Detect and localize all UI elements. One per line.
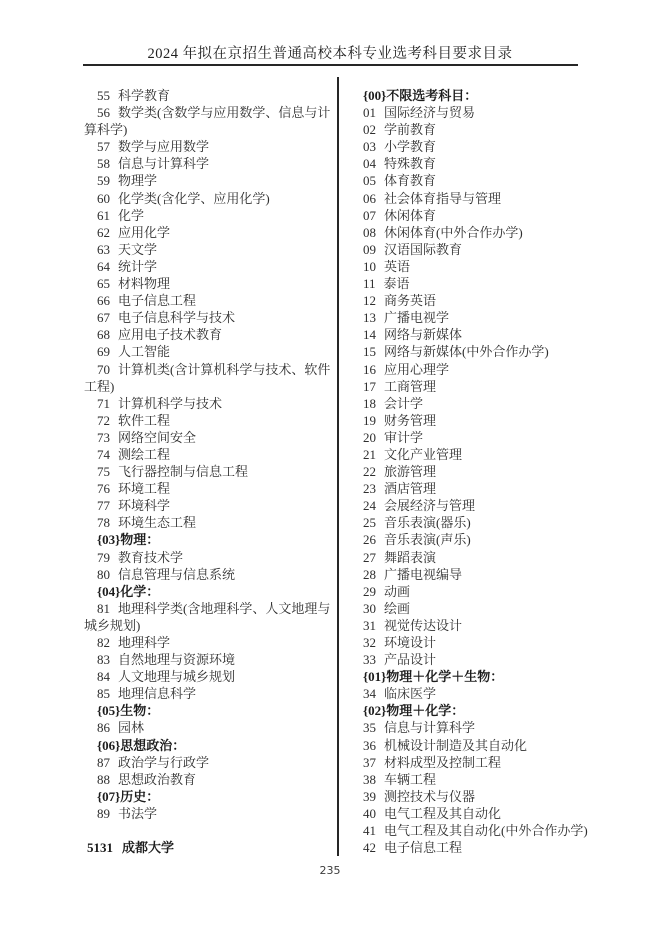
item-number: 5131 bbox=[87, 840, 113, 856]
item-text: 休闲体育(中外合作办学) bbox=[384, 224, 523, 240]
item-number: 79 bbox=[97, 549, 110, 565]
major-item bbox=[350, 104, 622, 121]
major-item bbox=[350, 531, 622, 548]
item-number: 67 bbox=[97, 310, 110, 326]
item-text: 数学类(含数学与应用数学、信息与计算科学) bbox=[84, 105, 331, 138]
item-number: 85 bbox=[97, 686, 110, 702]
column-divider bbox=[337, 77, 339, 856]
major-item bbox=[350, 754, 622, 771]
item-number: 76 bbox=[97, 481, 110, 497]
item-text: {06}思想政治： bbox=[97, 737, 186, 753]
item-text: 人文地理与城乡规划 bbox=[118, 669, 236, 685]
item-number: 60 bbox=[97, 190, 110, 206]
item-text: 会计学 bbox=[384, 395, 424, 411]
item-text: 飞行器控制与信息工程 bbox=[118, 464, 249, 480]
item-text: 测控技术与仪器 bbox=[384, 788, 476, 804]
item-text: 财务管理 bbox=[384, 412, 437, 428]
major-item bbox=[350, 207, 622, 224]
item-number: 73 bbox=[97, 429, 110, 445]
item-number: 30 bbox=[363, 600, 376, 616]
item-text: 政治学与行政学 bbox=[118, 754, 210, 770]
major-item bbox=[350, 497, 622, 514]
item-number: 11 bbox=[363, 276, 376, 292]
item-text: 成都大学 bbox=[122, 840, 175, 856]
item-text: 商务英语 bbox=[384, 293, 437, 309]
item-text: 材料成型及控制工程 bbox=[384, 754, 502, 770]
item-text: 泰语 bbox=[383, 276, 410, 292]
item-text: 统计学 bbox=[118, 258, 158, 274]
major-item bbox=[84, 429, 336, 446]
item-number: 13 bbox=[363, 310, 376, 326]
item-text: 休闲体育 bbox=[384, 207, 437, 223]
item-text: 化学类(含化学、应用化学) bbox=[118, 190, 270, 206]
section-header bbox=[350, 702, 622, 719]
item-text: 人工智能 bbox=[118, 344, 171, 360]
item-text: {02}物理＋化学： bbox=[363, 703, 465, 719]
item-text: 应用心理学 bbox=[384, 361, 450, 377]
item-text: 地理科学 bbox=[118, 635, 171, 650]
major-item bbox=[350, 429, 622, 446]
major-item bbox=[350, 685, 622, 702]
major-item bbox=[350, 771, 622, 788]
item-text: 电气工程及其自动化(中外合作办学) bbox=[384, 823, 588, 839]
item-number: 69 bbox=[97, 344, 110, 360]
major-item bbox=[84, 600, 336, 634]
major-item bbox=[350, 138, 622, 155]
item-text: {00}不限选考科目： bbox=[363, 88, 478, 103]
item-text: 酒店管理 bbox=[384, 481, 437, 497]
major-item bbox=[84, 155, 336, 172]
item-text: 电子信息工程 bbox=[118, 293, 197, 309]
item-text: 动画 bbox=[384, 583, 411, 599]
item-text: 广播电视学 bbox=[384, 310, 450, 326]
major-item bbox=[350, 788, 622, 805]
major-item bbox=[84, 275, 336, 292]
major-item bbox=[350, 651, 622, 668]
item-number: 57 bbox=[97, 139, 110, 155]
major-item bbox=[350, 446, 622, 463]
item-number: 27 bbox=[363, 549, 376, 565]
university-item bbox=[84, 839, 336, 856]
item-number: 55 bbox=[97, 88, 110, 103]
item-number: 05 bbox=[363, 173, 376, 189]
item-number: 75 bbox=[97, 464, 110, 480]
item-number: 87 bbox=[97, 754, 110, 770]
item-text: 计算机科学与技术 bbox=[118, 395, 223, 411]
item-text: 社会体育指导与管理 bbox=[384, 190, 502, 206]
major-item bbox=[350, 412, 622, 429]
item-number: 31 bbox=[363, 617, 376, 633]
major-item bbox=[350, 275, 622, 292]
major-item bbox=[84, 463, 336, 480]
major-item bbox=[84, 514, 336, 531]
item-text: {01}物理＋化学＋生物： bbox=[363, 669, 504, 685]
major-item bbox=[350, 258, 622, 275]
item-text: 信息与计算科学 bbox=[118, 156, 210, 172]
major-item bbox=[84, 190, 336, 207]
major-item bbox=[84, 241, 336, 258]
major-item bbox=[84, 668, 336, 685]
major-item bbox=[84, 292, 336, 309]
item-text: {03}物理： bbox=[97, 532, 160, 548]
major-item bbox=[84, 104, 336, 138]
item-number: 16 bbox=[363, 361, 376, 377]
major-item bbox=[350, 737, 622, 754]
item-number: 72 bbox=[97, 412, 110, 428]
major-item bbox=[84, 258, 336, 275]
item-text: 物理学 bbox=[118, 173, 158, 189]
page-number: 235 bbox=[319, 864, 341, 877]
item-text: 测绘工程 bbox=[118, 446, 171, 462]
major-item bbox=[84, 771, 336, 788]
item-number: 56 bbox=[97, 105, 110, 121]
item-text: 科学教育 bbox=[118, 88, 171, 103]
major-item bbox=[84, 138, 336, 155]
item-text: 环境工程 bbox=[118, 481, 171, 497]
item-text: 信息管理与信息系统 bbox=[118, 566, 236, 582]
major-item bbox=[84, 566, 336, 583]
item-number: 10 bbox=[363, 258, 376, 274]
item-text: 材料物理 bbox=[118, 276, 171, 292]
major-item bbox=[350, 617, 622, 634]
item-text: 音乐表演(声乐) bbox=[384, 532, 471, 548]
item-number: 18 bbox=[363, 395, 376, 411]
item-text: 应用电子技术教育 bbox=[118, 327, 223, 343]
item-text: 音乐表演(器乐) bbox=[384, 515, 471, 531]
item-number: 35 bbox=[363, 720, 376, 736]
item-text: 地理信息科学 bbox=[118, 686, 197, 702]
section-header bbox=[84, 788, 336, 805]
item-number: 26 bbox=[363, 532, 376, 548]
item-number: 81 bbox=[97, 600, 110, 616]
item-number: 89 bbox=[97, 805, 110, 821]
section-header bbox=[84, 737, 336, 754]
item-number: 06 bbox=[363, 190, 376, 206]
item-text: 地理科学类(含地理科学、人文地理与城乡规划) bbox=[84, 600, 331, 633]
item-number: 09 bbox=[363, 241, 376, 257]
item-text: 环境科学 bbox=[118, 498, 171, 514]
item-number: 36 bbox=[363, 737, 376, 753]
item-number: 08 bbox=[363, 224, 376, 240]
major-item bbox=[350, 634, 622, 651]
item-number: 02 bbox=[363, 122, 376, 138]
major-item bbox=[350, 566, 622, 583]
item-text: 电气工程及其自动化 bbox=[384, 805, 502, 821]
major-item bbox=[350, 839, 622, 856]
item-text: 网络空间安全 bbox=[118, 429, 197, 445]
item-number: 34 bbox=[363, 686, 376, 702]
item-number: 83 bbox=[97, 652, 110, 668]
section-header bbox=[350, 668, 622, 685]
major-item bbox=[350, 309, 622, 326]
item-text: 小学教育 bbox=[384, 139, 437, 155]
item-text: 汉语国际教育 bbox=[384, 241, 463, 257]
major-item bbox=[350, 822, 622, 839]
major-item bbox=[350, 241, 622, 258]
major-item bbox=[84, 805, 336, 822]
major-item bbox=[350, 480, 622, 497]
item-text: 车辆工程 bbox=[384, 771, 437, 787]
major-item bbox=[84, 309, 336, 326]
item-text: 英语 bbox=[384, 258, 411, 274]
item-number: 82 bbox=[97, 635, 110, 650]
major-item bbox=[350, 155, 622, 172]
item-number: 37 bbox=[363, 754, 376, 770]
item-text: 会展经济与管理 bbox=[384, 498, 476, 514]
major-item bbox=[350, 463, 622, 480]
major-item bbox=[84, 207, 336, 224]
major-item bbox=[84, 754, 336, 771]
item-text: 网络与新媒体(中外合作办学) bbox=[384, 344, 549, 360]
major-item bbox=[350, 805, 622, 822]
major-item bbox=[350, 514, 622, 531]
right-column bbox=[350, 87, 622, 856]
item-number: 32 bbox=[363, 635, 376, 650]
item-number: 71 bbox=[97, 395, 110, 411]
item-number: 88 bbox=[97, 771, 110, 787]
item-text: 数学与应用数学 bbox=[118, 139, 210, 155]
item-text: 产品设计 bbox=[384, 652, 437, 668]
major-item bbox=[84, 549, 336, 566]
item-text: 国际经济与贸易 bbox=[384, 105, 476, 121]
item-number: 62 bbox=[97, 224, 110, 240]
item-number: 86 bbox=[97, 720, 110, 736]
item-number: 74 bbox=[97, 446, 110, 462]
item-text: 网络与新媒体 bbox=[384, 327, 463, 343]
item-text: 广播电视编导 bbox=[384, 566, 463, 582]
item-number: 65 bbox=[97, 276, 110, 292]
item-number: 70 bbox=[97, 361, 110, 377]
item-number: 61 bbox=[97, 207, 110, 223]
major-item bbox=[350, 121, 622, 138]
item-number: 64 bbox=[97, 258, 110, 274]
major-item bbox=[350, 343, 622, 360]
item-number: 78 bbox=[97, 515, 110, 531]
item-number: 59 bbox=[97, 173, 110, 189]
item-text: 自然地理与资源环境 bbox=[118, 652, 236, 668]
major-item bbox=[84, 87, 336, 104]
item-text: 软件工程 bbox=[118, 412, 171, 428]
item-text: 思想政治教育 bbox=[118, 771, 197, 787]
item-number: 22 bbox=[363, 464, 376, 480]
item-number: 07 bbox=[363, 207, 376, 223]
item-text: 审计学 bbox=[384, 429, 424, 445]
major-item bbox=[84, 343, 336, 360]
item-text: 临床医学 bbox=[384, 686, 437, 702]
major-item bbox=[84, 412, 336, 429]
item-number: 04 bbox=[363, 156, 376, 172]
item-number: 21 bbox=[363, 446, 376, 462]
major-item bbox=[350, 719, 622, 736]
major-item bbox=[84, 685, 336, 702]
item-number: 01 bbox=[363, 105, 376, 121]
item-number: 77 bbox=[97, 498, 110, 514]
item-text: 旅游管理 bbox=[384, 464, 437, 480]
major-item bbox=[84, 634, 336, 651]
page-title: 2024 年拟在京招生普通高校本科专业选考科目要求目录 bbox=[147, 46, 513, 62]
section-header bbox=[84, 702, 336, 719]
item-text: 工商管理 bbox=[384, 378, 437, 394]
major-item bbox=[350, 292, 622, 309]
major-item bbox=[350, 224, 622, 241]
item-number: 14 bbox=[363, 327, 376, 343]
item-number: 80 bbox=[97, 566, 110, 582]
item-text: 教育技术学 bbox=[118, 549, 184, 565]
major-item bbox=[84, 326, 336, 343]
item-text: 天文学 bbox=[118, 241, 158, 257]
item-text: 特殊教育 bbox=[384, 156, 437, 172]
item-text: 电子信息科学与技术 bbox=[118, 310, 236, 326]
item-text: 学前教育 bbox=[384, 122, 437, 138]
major-item bbox=[350, 583, 622, 600]
section-header bbox=[84, 583, 336, 600]
item-number: 03 bbox=[363, 139, 376, 155]
major-item bbox=[84, 497, 336, 514]
item-number: 68 bbox=[97, 327, 110, 343]
item-number: 58 bbox=[97, 156, 110, 172]
major-item bbox=[84, 224, 336, 241]
major-item bbox=[84, 719, 336, 736]
item-number: 40 bbox=[363, 805, 376, 821]
item-text: 应用化学 bbox=[118, 224, 171, 240]
item-number: 12 bbox=[363, 293, 376, 309]
major-item bbox=[350, 549, 622, 566]
item-text: 园林 bbox=[118, 720, 145, 736]
item-number: 63 bbox=[97, 241, 110, 257]
item-number: 42 bbox=[363, 840, 376, 856]
item-text: 书法学 bbox=[118, 805, 158, 821]
item-number: 28 bbox=[363, 566, 376, 582]
item-number: 20 bbox=[363, 429, 376, 445]
item-number: 17 bbox=[363, 378, 376, 394]
major-item bbox=[350, 361, 622, 378]
major-item bbox=[350, 326, 622, 343]
major-item bbox=[84, 446, 336, 463]
major-item bbox=[350, 190, 622, 207]
item-number: 33 bbox=[363, 652, 376, 668]
item-number: 15 bbox=[363, 344, 376, 360]
item-number: 29 bbox=[363, 583, 376, 599]
item-number: 38 bbox=[363, 771, 376, 787]
item-number: 84 bbox=[97, 669, 110, 685]
section-header bbox=[350, 87, 622, 104]
item-text: 舞蹈表演 bbox=[384, 549, 437, 565]
item-text: 文化产业管理 bbox=[384, 446, 463, 462]
item-number: 19 bbox=[363, 412, 376, 428]
item-number: 25 bbox=[363, 515, 376, 531]
item-text: {04}化学： bbox=[97, 583, 160, 599]
major-item bbox=[350, 600, 622, 617]
item-text: 信息与计算科学 bbox=[384, 720, 476, 736]
item-number: 24 bbox=[363, 498, 376, 514]
major-item bbox=[84, 172, 336, 189]
item-text: 电子信息工程 bbox=[384, 840, 463, 856]
section-header bbox=[84, 531, 336, 548]
item-number: 39 bbox=[363, 788, 376, 804]
item-text: 化学 bbox=[118, 207, 145, 223]
major-item bbox=[350, 172, 622, 189]
item-text: 体育教育 bbox=[384, 173, 437, 189]
item-text: {07}历史： bbox=[97, 788, 160, 804]
major-item bbox=[84, 480, 336, 497]
item-text: {05}生物： bbox=[97, 703, 160, 719]
major-item bbox=[84, 361, 336, 395]
item-text: 环境设计 bbox=[384, 635, 437, 650]
item-text: 绘画 bbox=[384, 600, 411, 616]
item-text: 计算机类(含计算机科学与技术、软件工程) bbox=[84, 361, 331, 394]
item-text: 环境生态工程 bbox=[118, 515, 197, 531]
header-rule bbox=[83, 64, 578, 66]
item-number: 41 bbox=[363, 823, 376, 839]
left-column bbox=[84, 87, 336, 856]
item-text: 视觉传达设计 bbox=[384, 617, 463, 633]
spacer bbox=[84, 822, 336, 839]
major-item bbox=[350, 395, 622, 412]
item-number: 66 bbox=[97, 293, 110, 309]
item-number: 23 bbox=[363, 481, 376, 497]
major-item bbox=[84, 651, 336, 668]
major-item bbox=[84, 395, 336, 412]
item-text: 机械设计制造及其自动化 bbox=[384, 737, 528, 753]
major-item bbox=[350, 378, 622, 395]
